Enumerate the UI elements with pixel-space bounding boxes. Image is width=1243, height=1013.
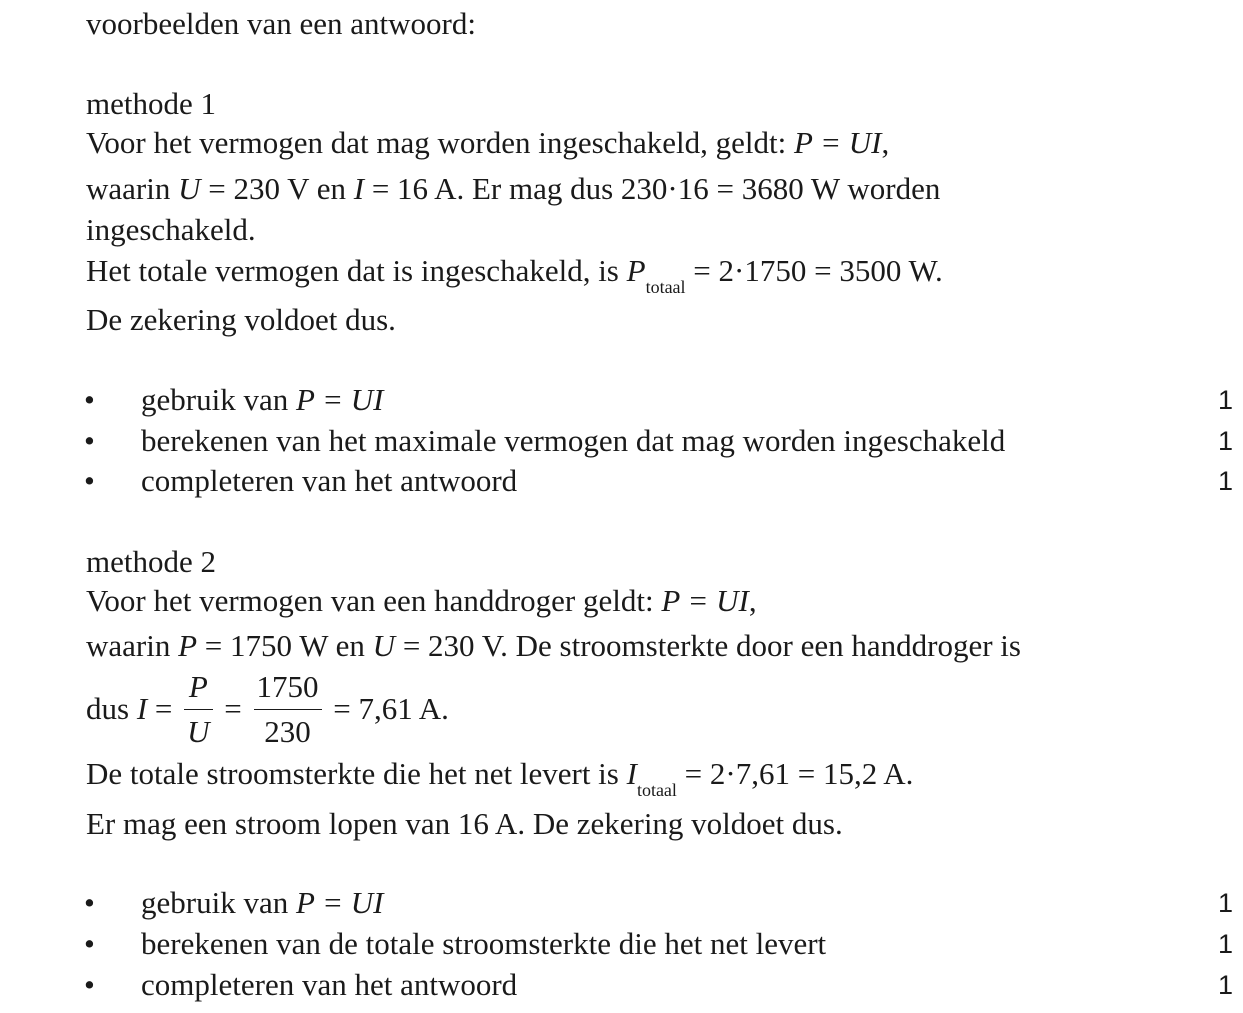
method1-line4-text: Het totale vermogen dat is ingeschakeld, is <box>86 253 627 288</box>
criterion-text: completeren van het antwoord <box>141 463 518 498</box>
method1-line2-b: = 230 V en <box>200 171 354 206</box>
method2-line4-text: De totale stroomsterkte die het net levert is <box>86 756 627 791</box>
fraction-values <box>254 665 322 754</box>
method1-line4-subscript: totaal <box>645 277 686 297</box>
method1-line1-end: , <box>881 125 890 160</box>
method1-line2 <box>86 171 940 207</box>
method1-line4-p: P <box>626 253 646 288</box>
method1-line1-formula: P = UI <box>793 125 882 160</box>
fraction-numerator: 1750 <box>256 669 319 705</box>
method2-line4-i: I <box>626 756 637 791</box>
bullet-icon: • <box>84 885 95 920</box>
method2-line2-p: P <box>178 628 198 663</box>
bullet-icon: • <box>84 423 95 458</box>
method2-line2-u: U <box>372 628 396 663</box>
method1-line1 <box>86 125 889 161</box>
criterion-prefix: gebruik van <box>141 382 296 417</box>
bullet-icon: • <box>84 967 95 1002</box>
method2-line1-end: , <box>748 583 757 618</box>
method1-line4 <box>86 253 943 297</box>
method2-criterion <box>0 885 1243 921</box>
criterion-score: 1 <box>1217 888 1233 918</box>
intro-line: voorbeelden van een antwoord: <box>86 6 476 41</box>
fraction-p-over-u <box>184 665 212 754</box>
method1-criterion <box>0 463 1243 499</box>
method2-title: methode 2 <box>86 544 216 579</box>
method2-line1-formula: P = UI <box>661 583 749 618</box>
criterion-score: 1 <box>1217 929 1233 959</box>
fraction-denominator: U <box>187 714 210 750</box>
method1-criterion <box>0 423 1243 459</box>
criterion-score: 1 <box>1217 385 1233 415</box>
method2-line3-dus: dus <box>86 691 137 726</box>
method1-title: methode 1 <box>86 86 216 121</box>
bullet-icon: • <box>84 382 95 417</box>
method1-line1-text: Voor het vermogen dat mag worden ingeschakeld, geldt: <box>86 125 794 160</box>
method2-line4-rest: = 2·7,61 = 15,2 A. <box>676 756 914 791</box>
method1-line2-u: U <box>178 171 201 206</box>
criterion-score: 1 <box>1217 970 1233 1000</box>
method1-line2-i: I <box>353 171 365 206</box>
method1-line5: De zekering voldoet dus. <box>86 302 396 337</box>
method2-criterion <box>0 967 1243 1003</box>
fraction-numerator: P <box>188 669 208 705</box>
bullet-icon: • <box>84 926 95 961</box>
criterion-formula: P = UI <box>295 382 384 417</box>
method2-line1-text: Voor het vermogen van een handdroger geldt: <box>86 583 662 618</box>
method2-line1 <box>86 583 757 619</box>
criterion-prefix: gebruik van <box>141 885 296 920</box>
method1-line3: ingeschakeld. <box>86 212 256 247</box>
method2-line2-b: = 1750 W en <box>197 628 373 663</box>
method2-line3 <box>86 664 449 754</box>
method2-line3-eq2: = <box>216 691 250 726</box>
method1-criterion <box>0 382 1243 418</box>
method2-line3-eq: = <box>147 691 181 726</box>
criterion-text: berekenen van het maximale vermogen dat mag worden ingeschakeld <box>141 423 1006 458</box>
method2-line2-a: waarin <box>86 628 179 663</box>
method2-line4 <box>86 756 914 800</box>
method1-line2-a: waarin <box>86 171 179 206</box>
criterion-score: 1 <box>1217 466 1233 496</box>
bullet-icon: • <box>84 463 95 498</box>
method2-line4-subscript: totaal <box>636 780 677 800</box>
criterion-text <box>141 382 383 418</box>
method2-line2 <box>86 628 1021 664</box>
criterion-text: berekenen van de totale stroomsterkte die het net levert <box>141 926 827 961</box>
criterion-score: 1 <box>1217 426 1233 456</box>
method2-line2-c: = 230 V. De stroomsterkte door een handdroger is <box>395 628 1021 663</box>
method1-line2-c: = 16 A. Er mag dus 230·16 = 3680 W worden <box>364 171 941 206</box>
method2-criterion <box>0 926 1243 962</box>
fraction-denominator: 230 <box>264 714 311 750</box>
method2-line3-result: = 7,61 A. <box>325 691 449 726</box>
criterion-formula: P = UI <box>295 885 384 920</box>
method2-line3-i: I <box>136 691 148 726</box>
criterion-text <box>141 885 383 921</box>
method2-line5: Er mag een stroom lopen van 16 A. De zekering voldoet dus. <box>86 806 843 841</box>
criterion-text: completeren van het antwoord <box>141 967 518 1002</box>
method1-line4-rest: = 2·1750 = 3500 W. <box>685 253 943 288</box>
